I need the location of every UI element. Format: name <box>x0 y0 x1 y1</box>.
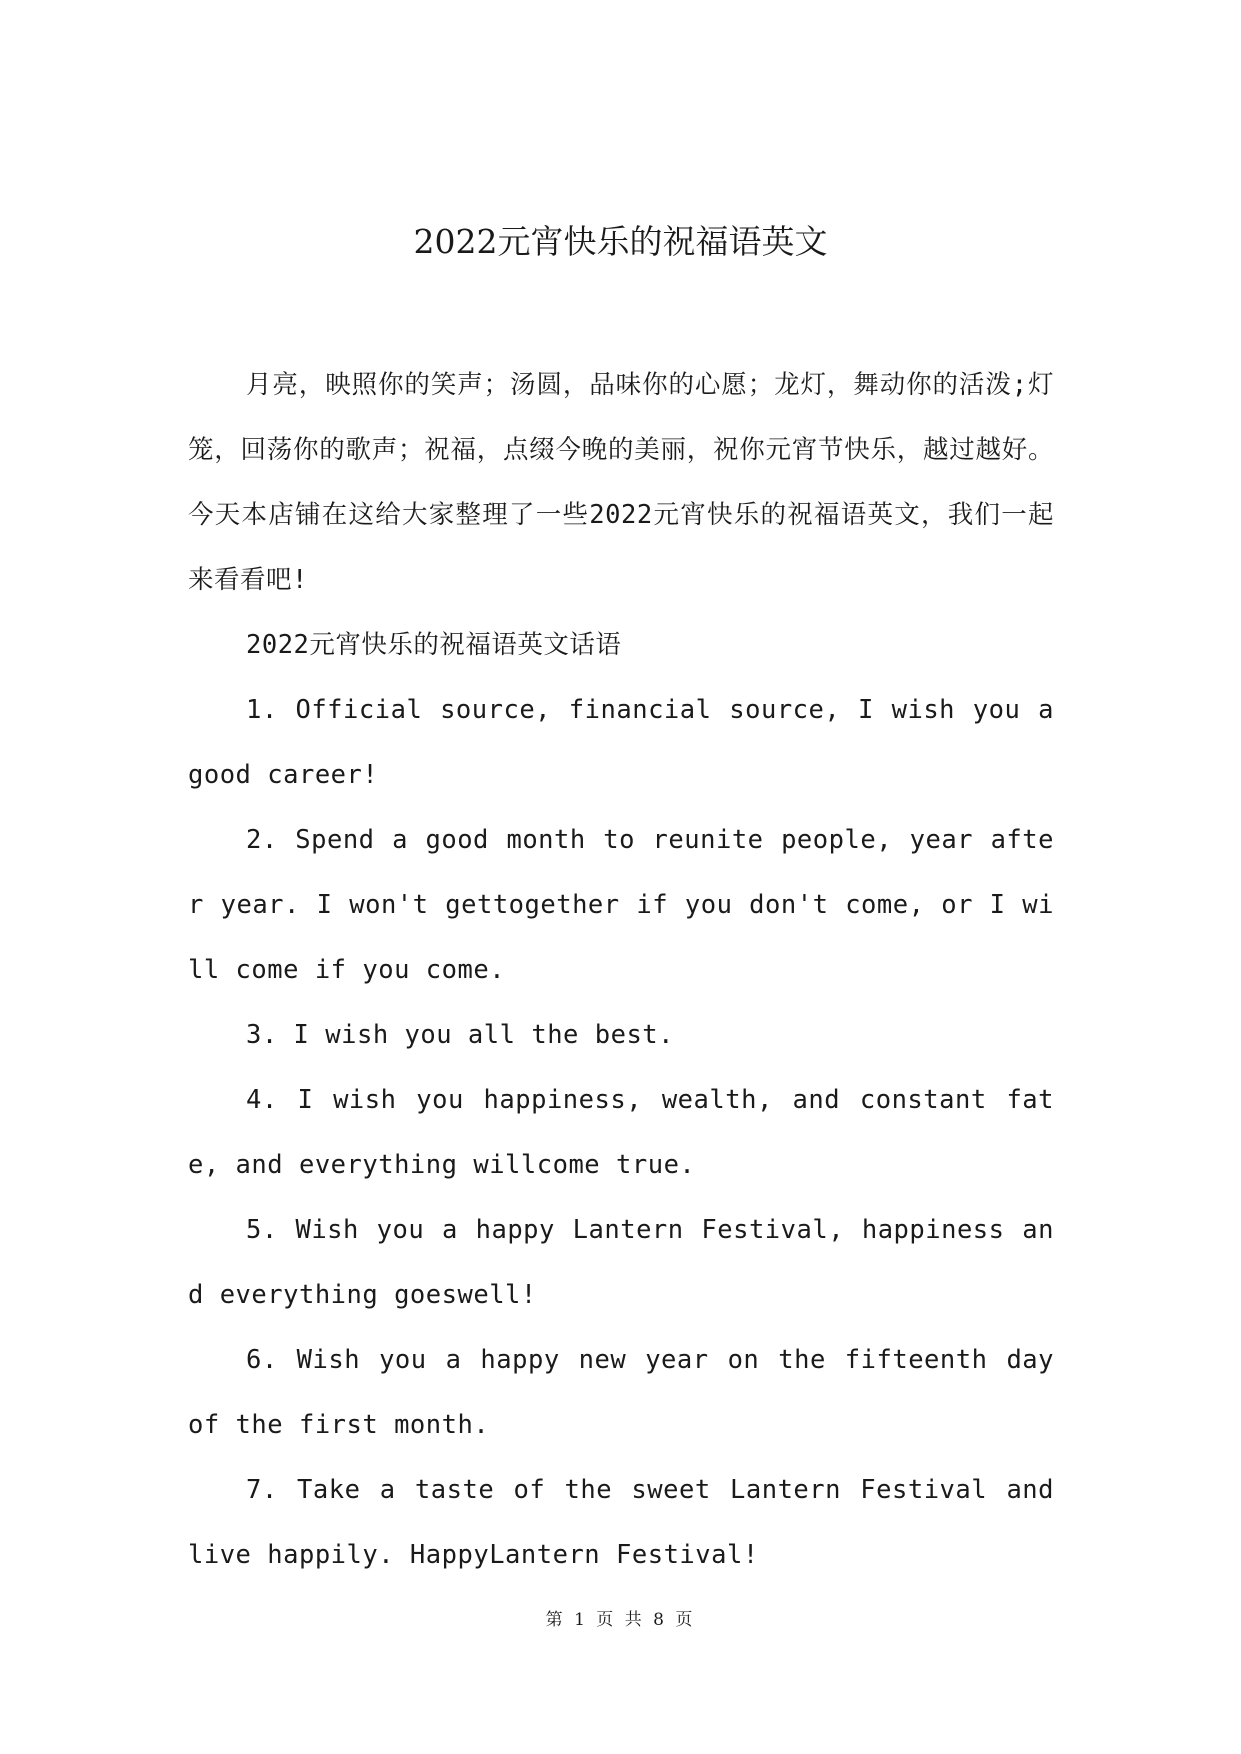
document-title: 2022元宵快乐的祝福语英文 <box>413 222 828 261</box>
wish-item: 4. I wish you happiness, wealth, and constant fate, and everything willcome true. <box>188 1085 1054 1180</box>
section-heading: 2022元宵快乐的祝福语英文话语 <box>246 630 622 660</box>
wish-item: 5. Wish you a happy Lantern Festival, happiness and everything goeswell! <box>188 1215 1054 1310</box>
document-body <box>188 353 1054 1588</box>
page-footer: 第 1 页 共 8 页 <box>545 1610 696 1630</box>
wish-item: 7. Take a taste of the sweet Lantern Festival and live happily. HappyLantern Festival! <box>188 1475 1054 1570</box>
wish-item: 3. I wish you all the best. <box>246 1020 675 1050</box>
wish-item: 6. Wish you a happy new year on the fifteenth day of the first month. <box>188 1345 1054 1440</box>
wish-item: 2. Spend a good month to reunite people, year after year. I won't gettogether if you don't come, or I will come if you come. <box>188 825 1054 985</box>
wish-item: 1. Official source, financial source, I wish you a good career! <box>188 695 1054 790</box>
intro-paragraph: 月亮，映照你的笑声；汤圆，品味你的心愿；龙灯，舞动你的活泼;灯笼，回荡你的歌声；祝福，点缀今晚的美丽，祝你元宵节快乐，越过越好。今天本店铺在这给大家整理了一些2022元宵快乐的祝福语英文，我们一起来看看吧! <box>188 370 1054 595</box>
